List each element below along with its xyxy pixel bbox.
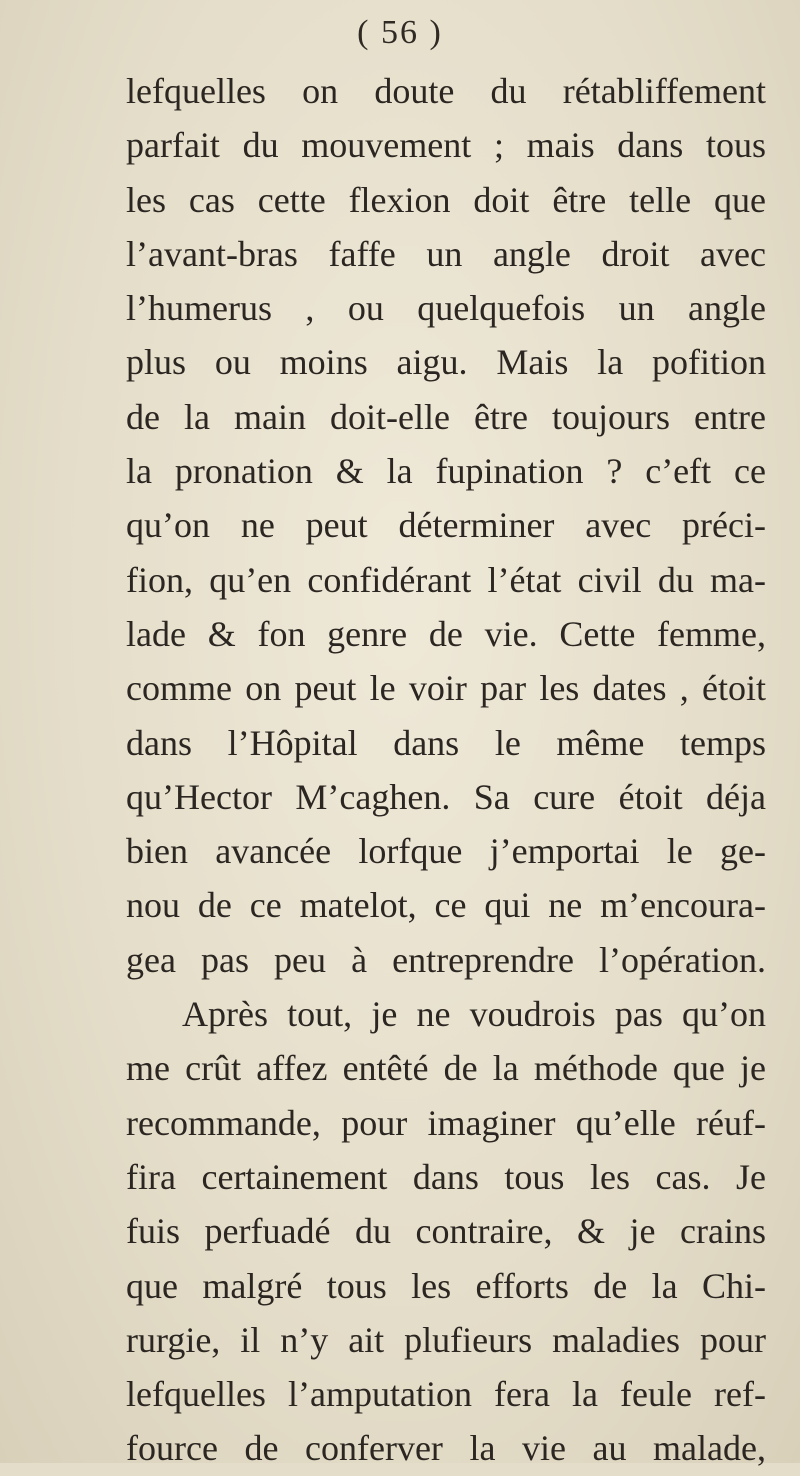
- text-line: lefquelles l’amputation fera la feule ref-: [126, 1374, 766, 1415]
- text-line: parfait du mouvement ; mais dans tous: [126, 125, 766, 166]
- text-line: l’humerus , ou quelquefois un angle: [126, 288, 766, 329]
- text-line: nou de ce matelot, ce qui ne m’encoura-: [126, 885, 766, 926]
- text-line: rurgie, il n’y ait plufieurs maladies pour: [126, 1319, 766, 1360]
- text-line: les cas cette flexion doit être telle que: [126, 179, 766, 220]
- text-line: fuis perfuadé du contraire, & je crains: [126, 1211, 766, 1252]
- text-line: Après tout, je ne voudrois pas qu’on: [182, 994, 766, 1035]
- text-line: de la main doit-elle être toujours entre: [126, 396, 766, 437]
- text-line: que malgré tous les efforts de la Chi-: [126, 1265, 766, 1306]
- text-line: recommande, pour imaginer qu’elle réuf-: [126, 1102, 766, 1143]
- text-line: fion, qu’en confidérant l’état civil du ma-: [126, 559, 766, 600]
- text-line: me crût affez entêté de la méthode que je: [126, 1048, 766, 1089]
- text-line: gea pas peu à entreprendre l’opération.: [126, 939, 766, 980]
- text-line: bien avancée lorfque j’emportai le ge-: [126, 831, 766, 872]
- text-line: dans l’Hôpital dans le même temps: [126, 722, 766, 763]
- page-number: ( 56 ): [357, 14, 443, 51]
- text-line: l’avant-bras faffe un angle droit avec: [126, 233, 766, 274]
- text-line: fira certainement dans tous les cas. Je: [126, 1156, 766, 1197]
- text-line: lefquelles on doute du rétabliffement: [126, 71, 766, 111]
- body-text: [126, 64, 766, 1476]
- text-line: qu’Hector M’caghen. Sa cure étoit déja: [126, 776, 766, 817]
- text-line: la pronation & la fupination ? c’eft ce: [126, 451, 766, 492]
- text-line: qu’on ne peut déterminer avec préci-: [126, 505, 766, 546]
- text-line: comme on peut le voir par les dates , étoit: [126, 668, 766, 709]
- text-line: lade & fon genre de vie. Cette femme,: [126, 613, 766, 654]
- text-line: fource de conferver la vie au malade,: [126, 1428, 766, 1469]
- text-line: plus ou moins aigu. Mais la pofition: [126, 342, 766, 383]
